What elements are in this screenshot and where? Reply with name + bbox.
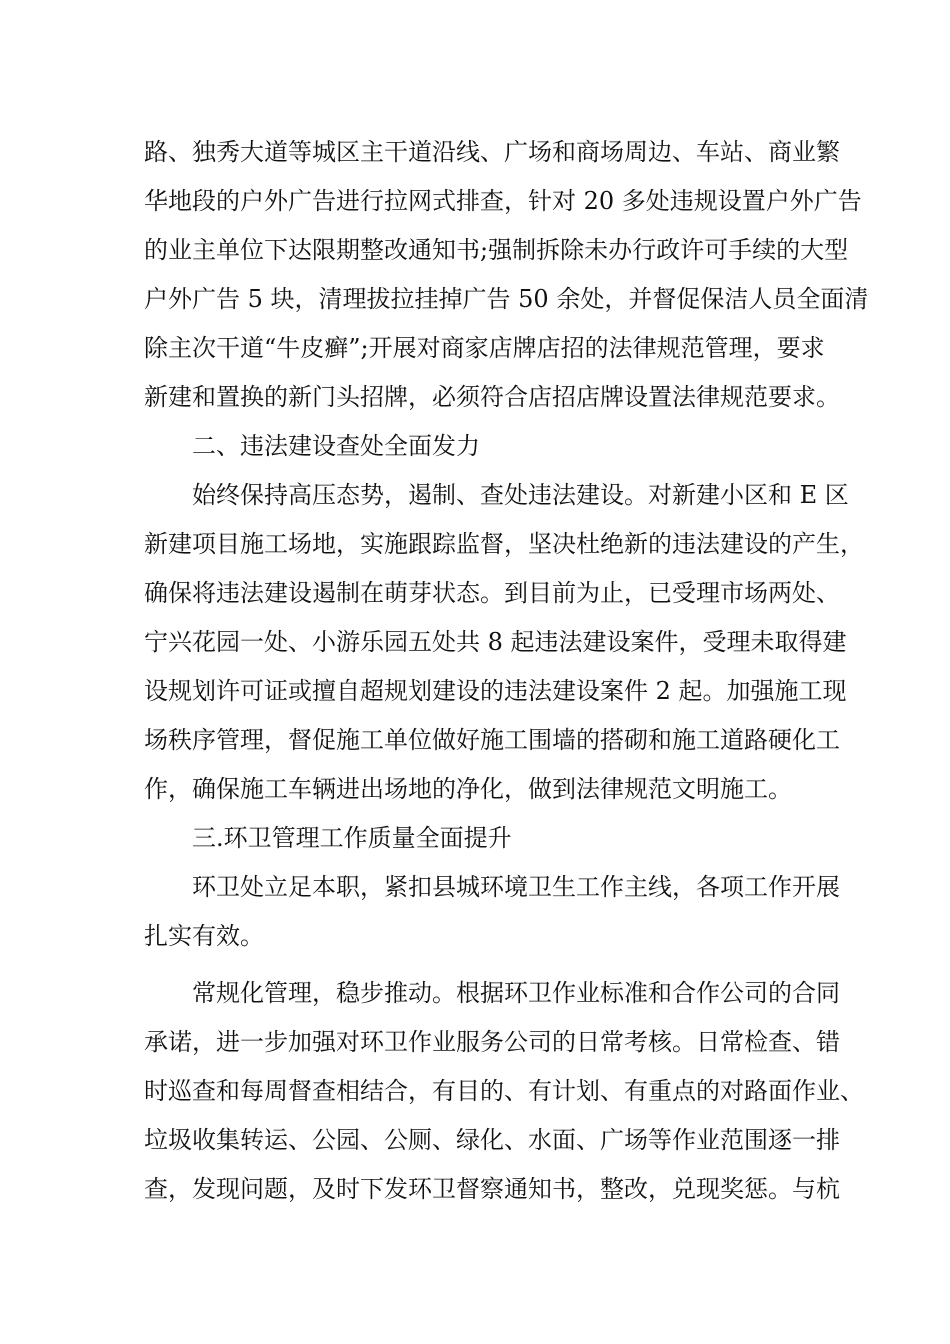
text-line: 场秩序管理，督促施工单位做好施工围墙的搭砌和施工道路硬化工 [144, 726, 840, 754]
text-line: 始终保持高压态势，遏制、查处违法建设。对新建小区和 E 区 [192, 481, 849, 509]
text-line: 扎实有效。 [144, 922, 264, 950]
text-line: 时巡查和每周督查相结合，有目的、有计划、有重点的对路面作业、 [144, 1077, 864, 1105]
text-line: 垃圾收集转运、公园、公厕、绿化、水面、广场等作业范围逐一排 [144, 1126, 840, 1154]
text-line: 承诺，进一步加强对环卫作业服务公司的日常考核。日常检查、错 [144, 1028, 840, 1056]
body-text [144, 128, 869, 1214]
text-line: 的业主单位下达限期整改通知书;强制拆除未办行政许可手续的大型 [144, 236, 849, 264]
text-line: 宁兴花园一处、小游乐园五处共 8 起违法建设案件，受理未取得建 [144, 628, 847, 656]
text-line: 户外广告 5 块，清理拔拉挂掉广告 50 余处，并督促保洁人员全面清 [144, 285, 869, 313]
text-line: 常规化管理，稳步推动。根据环卫作业标准和合作公司的合同 [192, 979, 840, 1007]
section-heading: 三.环卫管理工作质量全面提升 [192, 824, 512, 852]
text-line: 查，发现问题，及时下发环卫督察通知书，整改，兑现奖惩。与杭 [144, 1175, 840, 1203]
text-line: 路、独秀大道等城区主干道沿线、广场和商场周边、车站、商业繁 [144, 138, 840, 166]
text-line: 设规划许可证或擅自超规划建设的违法建设案件 2 起。加强施工现 [144, 677, 847, 705]
text-line: 新建和置换的新门头招牌，必须符合店招店牌设置法律规范要求。 [144, 383, 840, 411]
text-line: 作，确保施工车辆进出场地的净化，做到法律规范文明施工。 [144, 775, 792, 803]
text-line: 确保将违法建设遏制在萌芽状态。到目前为止，已受理市场两处、 [144, 579, 840, 607]
text-line: 环卫处立足本职，紧扣县城环境卫生工作主线，各项工作开展 [192, 873, 840, 901]
section-heading: 二、违法建设查处全面发力 [192, 432, 480, 460]
text-line: 除主次干道“牛皮癣”;开展对商家店牌店招的法律规范管理，要求 [144, 334, 825, 362]
text-line: 华地段的户外广告进行拉网式排查，针对 20 多处违规设置户外广告 [144, 187, 862, 215]
text-line: 新建项目施工场地，实施跟踪监督，坚决杜绝新的违法建设的产生， [144, 530, 864, 558]
paragraph-gap [144, 961, 816, 969]
